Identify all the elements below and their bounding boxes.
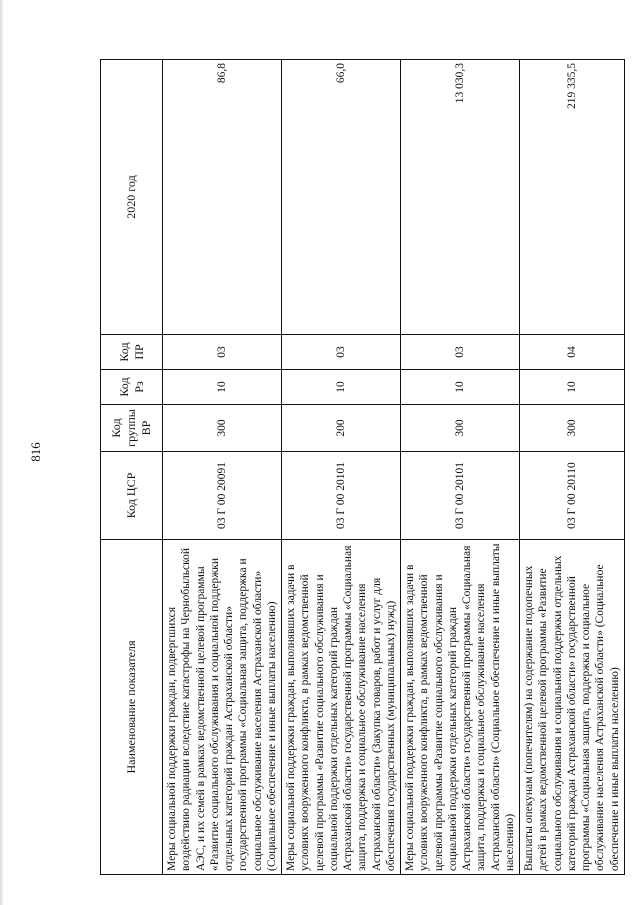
row-name: Меры социальной поддержки граждан, подвергшихся воздействию радиации вследствие катастрофы на Чернобыльской АЭС, и их семей в рамках ведомственной целевой программы «Развитие социального обслуживания и социальной поддержки отдельных категорий граждан Астраханской области» государственной программы «Социальная защита, поддержка и социальное обслуживание населения Астраханской области» (Социальное обеспечение и иные выплаты населению): [163, 540, 282, 875]
row-vr: 300: [520, 405, 625, 452]
row-csr: 03 Г 00 20110: [520, 452, 625, 540]
header-pr: Код ПР: [101, 335, 163, 370]
row-vr: 200: [282, 405, 401, 452]
row-rz: 10: [282, 370, 401, 405]
row-amount: 86,8: [163, 60, 282, 335]
row-amount: 66,0: [282, 60, 401, 335]
row-rz: 10: [163, 370, 282, 405]
row-vr: 300: [401, 405, 520, 452]
row-amount: 219 335,5: [520, 60, 625, 335]
header-rz: Код Рз: [101, 370, 163, 405]
scan-page-edge: [0, 0, 4, 905]
rotated-table-container: [100, 60, 621, 875]
header-vr: Код группы ВР: [101, 405, 163, 452]
row-pr: 04: [520, 335, 625, 370]
row-name: Выплаты опекунам (попечителям) на содержание подопечных детей в рамках ведомственной целевой программы «Развитие социального обслуживания и социальной поддержки отдельных категорий граждан Астраханской области» государственной программы «Социальная защита, поддержка и социальное обслуживание населения Астраханской области» (Социальное обеспечение и иные выплаты населению): [520, 540, 625, 875]
table-header-row: [101, 60, 163, 875]
table-row: [520, 60, 625, 875]
row-csr: 03 Г 00 20101: [282, 452, 401, 540]
row-csr: 03 Г 00 20091: [163, 452, 282, 540]
row-pr: 03: [163, 335, 282, 370]
row-vr: 300: [163, 405, 282, 452]
table-row: [401, 60, 520, 875]
table-row: [163, 60, 282, 875]
header-name: Наименование показателя: [101, 540, 163, 875]
row-pr: 03: [282, 335, 401, 370]
page-number: 816: [28, 442, 43, 462]
row-csr: 03 Г 00 20101: [401, 452, 520, 540]
row-name: Меры социальной поддержки граждан, выполнявших задачи в условиях вооруженного конфликта, в рамках ведомственной целевой программы «Развитие социального обслуживания и социальной поддержки отдельных категорий граждан Астраханской области» государственной программы «Социальная защита, поддержка и социальное обслуживание населения Астраханской области» (Социальное обеспечение и иные выплаты населению): [401, 540, 520, 875]
table-row: [282, 60, 401, 875]
header-csr: Код ЦСР: [101, 452, 163, 540]
row-amount: 13 030,3: [401, 60, 520, 335]
budget-table: [100, 59, 625, 875]
row-pr: 03: [401, 335, 520, 370]
row-rz: 10: [401, 370, 520, 405]
row-name: Меры социальной поддержки граждан, выполнявших задачи в условиях вооруженного конфликта, в рамках ведомственной целевой программы «Развитие социального обслуживания и социальной поддержки отдельных категорий граждан Астраханской области» государственной программы «Социальная защита, поддержка и социальное обслуживание населения Астраханской области» (Закупка товаров, работ и услуг для обеспечения государственных (муниципальных) нужд): [282, 540, 401, 875]
row-rz: 10: [520, 370, 625, 405]
header-year: 2020 год: [101, 60, 163, 335]
